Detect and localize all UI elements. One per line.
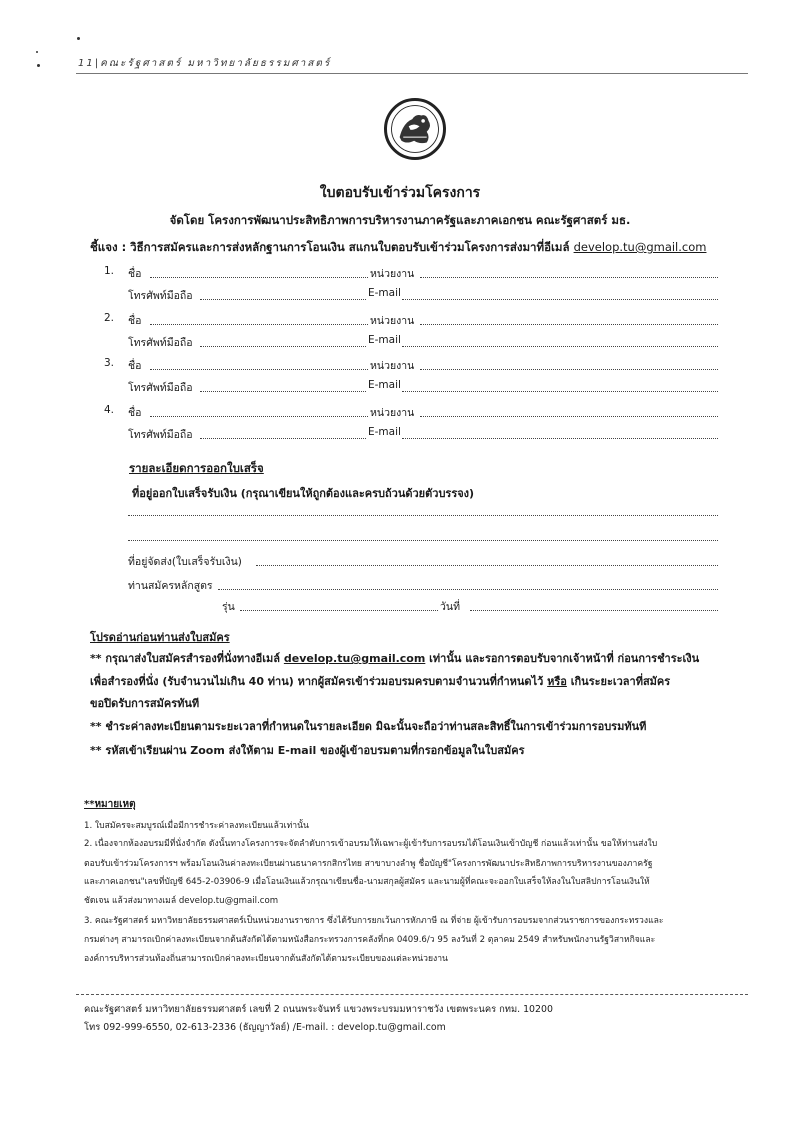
mailing-address-label: ที่อยู่จัดส่ง(ใบเสร็จรับเงิน) <box>128 556 242 568</box>
note-line: องค์การบริหารส่วนท้องถิ่นสามารถเบิกค่าลงทะเบียนจากต้นสังกัดได้ตามระเบียบของแต่ละหน่วยงาน <box>84 954 448 964</box>
applicant-org-field[interactable] <box>420 277 718 278</box>
footer-address: คณะรัฐศาสตร์ มหาวิทยาลัยธรรมศาสตร์ เลขที่ 2 ถนนพระจันทร์ แขวงพระบรมมหาราชวัง เขตพระนคร กทม. 10200 <box>84 1004 553 1015</box>
instruction-text: เกินระยะเวลาที่สมัคร <box>570 675 671 688</box>
applicant-phone-label: โทรศัพท์มือถือ <box>128 382 193 394</box>
applicant-org-field[interactable] <box>420 324 718 325</box>
applicant-phone-label: โทรศัพท์มือถือ <box>128 290 193 302</box>
contact-email-link[interactable]: develop.tu@gmail.com <box>573 240 707 254</box>
note-line: 3. คณะรัฐศาสตร์ มหาวิทยาลัยธรรมศาสตร์เป็นหน่วยงานราชการ ซึ่งได้รับการยกเว้นการหักภาษี ณ ที่จ่าย ผู้เข้ารับการอบรมจากส่วนราชการของกระทรวงและ <box>84 916 664 926</box>
applicant-phone-field[interactable] <box>200 391 366 392</box>
applicant-org-label: หน่วยงาน <box>370 315 415 327</box>
applicant-email-field[interactable] <box>402 346 718 347</box>
receipt-address-line-1[interactable] <box>128 515 718 516</box>
organizer-line: จัดโดย โครงการพัฒนาประสิทธิภาพการบริหารงานภาครัฐและภาคเอกชน คณะรัฐศาสตร์ มธ. <box>169 213 631 227</box>
footer-divider <box>76 994 748 995</box>
instruction-paragraph-2 <box>90 672 670 690</box>
form-title: ใบตอบรับเข้าร่วมโครงการ <box>319 185 481 201</box>
instruction-zoom-note: ** รหัสเข้าเรียนผ่าน Zoom ส่งให้ตาม E-mail ของผู้เข้าอบรมตามที่กรอกข้อมูลในใบสมัคร <box>90 744 525 757</box>
applicant-name-label: ชื่อ <box>128 315 142 327</box>
date-field[interactable] <box>470 610 718 611</box>
scan-speck <box>77 37 80 40</box>
read-first-heading: โปรดอ่านก่อนท่านส่งใบสมัคร <box>90 631 230 644</box>
applicant-email-field[interactable] <box>402 299 718 300</box>
applicant-org-label: หน่วยงาน <box>370 360 415 372</box>
note-line: 1. ใบสมัครจะสมบูรณ์เมื่อมีการชำระค่าลงทะเบียนแล้วเท่านั้น <box>84 821 309 831</box>
note-line: และภาคเอกชน"เลขที่บัญชี 645-2-03906-9 เมื่อโอนเงินแล้วกรุณาเขียนชื่อ-นามสกุลผู้สมัคร และนามผู้ที่คณะจะออกใบเสร็จให้ลงในใบสลิปการโอนเงินให้ <box>84 877 650 887</box>
instruction-or-text: หรือ <box>547 675 567 688</box>
instruction-text: ** กรุณาส่งใบสมัครสำรองที่นั่งทางอีเมล์ <box>90 652 281 665</box>
applicant-phone-field[interactable] <box>200 346 366 347</box>
applicant-email-label: E-mail <box>368 334 401 346</box>
applicant-number: 1. <box>104 265 115 277</box>
course-field[interactable] <box>218 589 718 590</box>
applicant-name-field[interactable] <box>150 416 368 417</box>
instruction-payment-note: ** ชำระค่าลงทะเบียนตามระยะเวลาที่กำหนดในรายละเอียด มิฉะนั้นจะถือว่าท่านสละสิทธิ์ในการเข้าร่วมการอบรมทันที <box>90 720 647 733</box>
applicant-email-label: E-mail <box>368 287 401 299</box>
applicant-name-label: ชื่อ <box>128 360 142 372</box>
header-divider <box>76 73 748 74</box>
applicant-name-label: ชื่อ <box>128 268 142 280</box>
applicant-name-field[interactable] <box>150 277 368 278</box>
faculty-seal-logo <box>384 98 446 160</box>
applicant-phone-label: โทรศัพท์มือถือ <box>128 429 193 441</box>
applicant-phone-field[interactable] <box>200 299 366 300</box>
applicant-phone-label: โทรศัพท์มือถือ <box>128 337 193 349</box>
applicant-number: 3. <box>104 357 115 369</box>
applicant-org-field[interactable] <box>420 416 718 417</box>
instruction-text: เพื่อสำรองที่นั่ง (รับจำนวนไม่เกิน 40 ท่าน) หากผู้สมัครเข้าร่วมอบรมครบตามจำนวนที่กำหนดไว้ <box>90 675 544 688</box>
instruction-email-link[interactable]: develop.tu@gmail.com <box>283 652 426 665</box>
footer-contact: โทร 092-999-6550, 02-613-2336 (ธัญญาวัลย์) /E-mail. : develop.tu@gmail.com <box>84 1022 446 1033</box>
scan-speck <box>36 51 38 53</box>
course-label: ท่านสมัครหลักสูตร <box>128 580 213 592</box>
page-header: 11|คณะรัฐศาสตร์ มหาวิทยาลัยธรรมศาสตร์ <box>78 58 332 69</box>
receipt-section-title: รายละเอียดการออกใบเสร็จ <box>129 461 264 475</box>
applicant-email-label: E-mail <box>368 379 401 391</box>
note-line: ตอบรับเข้าร่วมโครงการฯ พร้อมโอนเงินค่าลงทะเบียนผ่านธนาคารกสิกรไทย สาขาบางลำพู ชื่อบัญชี"โครงการพัฒนาประสิทธิภาพการบริหารงานของภาครัฐ <box>84 859 653 869</box>
scan-speck <box>37 64 40 67</box>
note-line: 2. เนื่องจากห้องอบรมมีที่นั่งจำกัด ดังนั้นทางโครงการจะจัดลำดับการเข้าอบรมให้เฉพาะผู้เข้ารับการอบรมได้โอนเงินเข้าบัญชี ก่อนแล้วเท่านั้น ขอให้ท่านส่งใบ <box>84 839 658 849</box>
instruction-text: เท่านั้น และรอการตอบรับจากเจ้าหน้าที่ ก่อนการชำระเงิน <box>429 652 700 665</box>
instruction-paragraph-1 <box>90 649 699 667</box>
receipt-address-label: ที่อยู่ออกใบเสร็จรับเงิน (กรุณาเขียนให้ถูกต้องและครบถ้วนด้วยตัวบรรจง) <box>132 487 475 500</box>
applicant-name-label: ชื่อ <box>128 407 142 419</box>
applicant-email-label: E-mail <box>368 426 401 438</box>
applicant-email-field[interactable] <box>402 438 718 439</box>
instruction-text: ชี้แจง : วิธีการสมัครและการส่งหลักฐานการโอนเงิน สแกนใบตอบรับเข้าร่วมโครงการส่งมาที่อีเมล์ <box>90 240 570 254</box>
instruction-line <box>90 239 706 257</box>
receipt-address-line-2[interactable] <box>128 540 718 541</box>
notes-heading: **หมายเหตุ <box>84 799 136 810</box>
applicant-number: 2. <box>104 312 115 324</box>
applicant-email-field[interactable] <box>402 391 718 392</box>
applicant-org-label: หน่วยงาน <box>370 407 415 419</box>
applicant-org-field[interactable] <box>420 369 718 370</box>
note-line: ชัดเจน แล้วส่งมาทางเมล์ develop.tu@gmail.com <box>84 896 279 906</box>
mailing-address-field[interactable] <box>256 565 718 566</box>
applicant-number: 4. <box>104 404 115 416</box>
applicant-name-field[interactable] <box>150 369 368 370</box>
applicant-org-label: หน่วยงาน <box>370 268 415 280</box>
note-line: กรมต่างๆ สามารถเบิกค่าลงทะเบียนจากต้นสังกัดได้ตามหนังสือกระทรวงการคลังที่กค 0409.6/ว 95 ลงวันที่ 2 ตุลาคม 2549 สำหรับพนักงานรัฐวิสาหกิจและ <box>84 935 656 945</box>
batch-label: รุ่น <box>222 601 235 613</box>
date-label: วันที่ <box>440 601 460 613</box>
applicant-phone-field[interactable] <box>200 438 366 439</box>
applicant-name-field[interactable] <box>150 324 368 325</box>
batch-field[interactable] <box>240 610 438 611</box>
instruction-paragraph-3: ขอปิดรับการสมัครทันที <box>90 697 200 710</box>
